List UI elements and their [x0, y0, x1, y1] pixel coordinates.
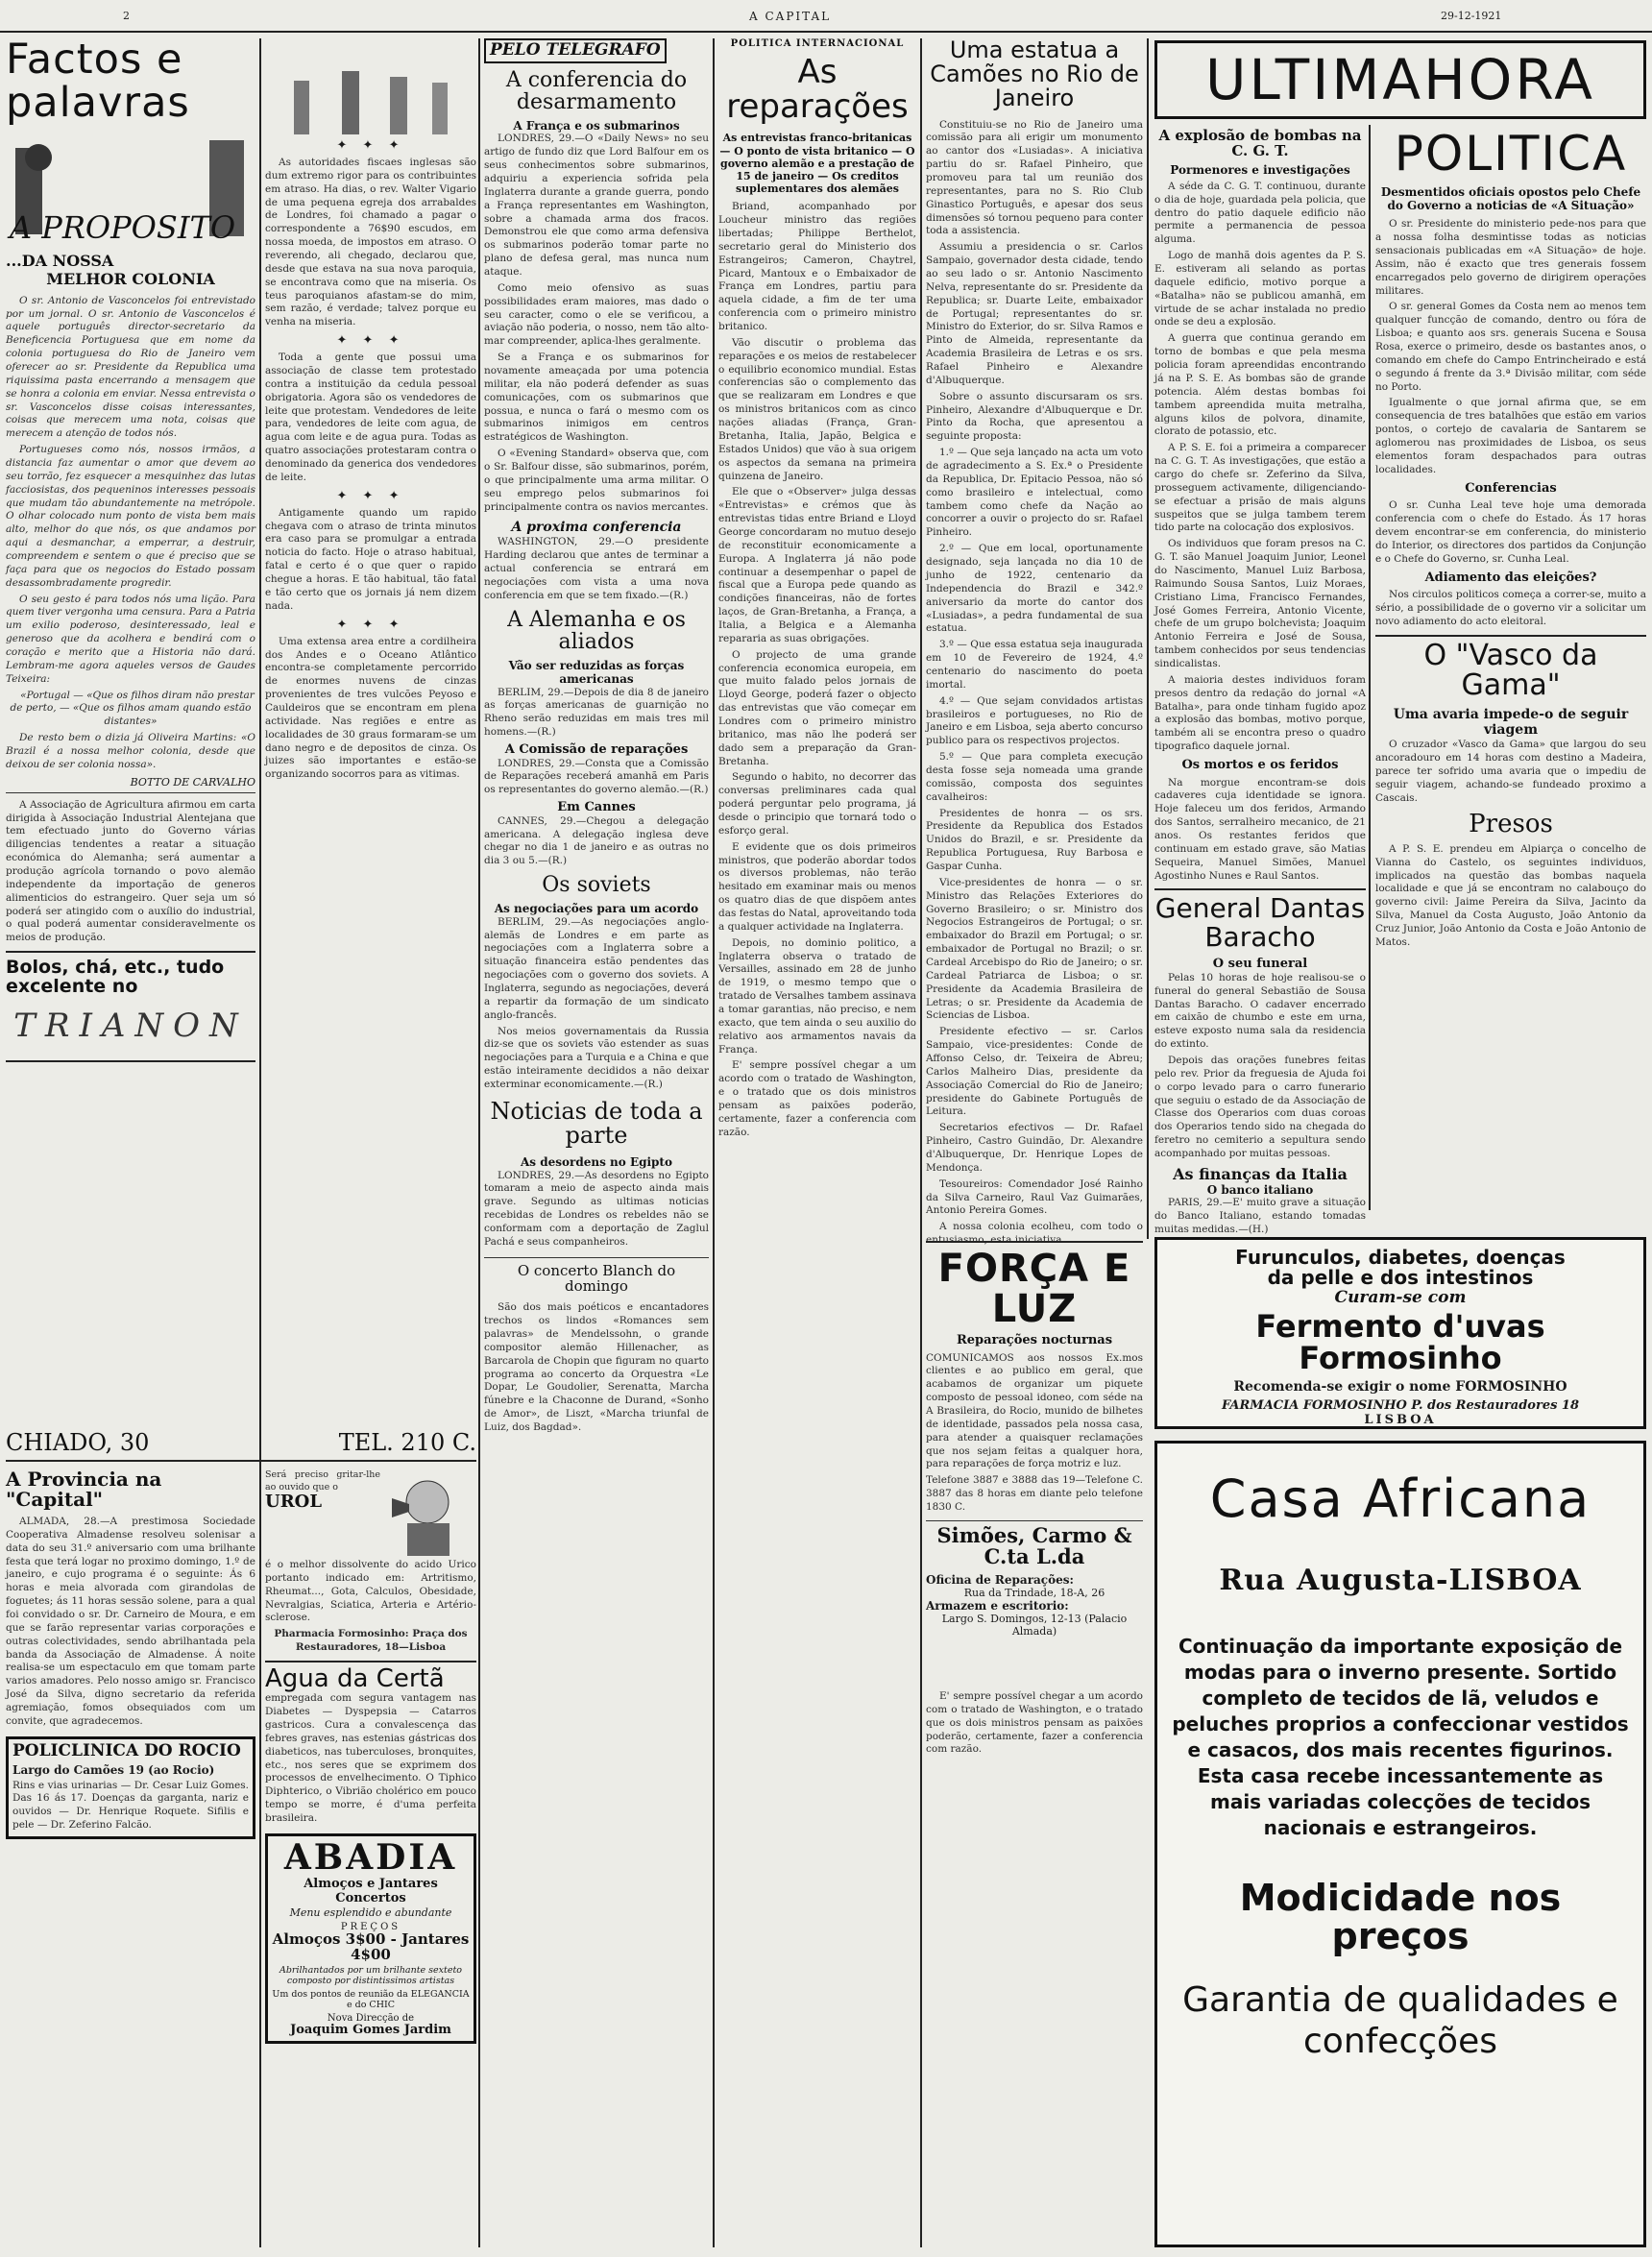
paragraph: LONDRES, 29.—O «Daily News» no seu artigo de fundo diz que Lord Balfour em os seus conhecimentos sobre submarinos, adquiriu a experiencia sofrida pela Inglaterra durante a grande guerra, pondo a França representantes em Washington, sobre a chamada arma dos fracos. Demonstrou ele que como arma defensiva os submarinos poderão tomar parte no plano de defesa geral, mas nunca num ataque.: [484, 133, 709, 279]
figures-drawing: [275, 42, 467, 134]
subhead-adiamento: Adiamento das eleições?: [1424, 570, 1597, 585]
paragraph: ALMADA, 28.—A prestimosa Sociedade Cooperativa Almadense resolveu solenisar a data do seu 31.º aniversario com uma brilhante festa que terá logar no proximo domingo, 1.º de janeiro, e cujo programa é o seguinte: Ás 6 horas e meia alvorada com girandolas de foguetes; ás 11 horas sessão solene, para a qual foi convidado o sr. Dr. Carneiro de Moura, e em que se farão representar varias corporações e outras colectividades, sendo abrilhantada pela banda da Associação de Almadense. Á noite realisa-se um espectaculo em que tomam parte varios amadores. Pelo nosso amigo sr. Francisco José da Silva, digno secretario da referida agremiação, fomos obsequiados com um convite, que agradecemos.: [6, 1516, 255, 1727]
column-rule: [713, 38, 715, 2247]
paragraph: Presidentes de honra — os srs. Presidente da Republica dos Estados Unidos do Brazil, e sr. Presidente da Republica Portuguesa, Ruy Barbosa e Gaspar Cunha.: [926, 807, 1143, 872]
provincia-headline: A Provincia na "Capital": [6, 1468, 162, 1511]
casa-africana-address: Rua Augusta-LISBOA: [1219, 1563, 1582, 1597]
paragraph: O sr. Antonio de Vasconcelos foi entrevistado por um jornal. O sr. Antonio de Vasconcelos é aquele português director-secretario da Beneficencia Portuguesa que em nome da colonia portuguesa do Rio de Janeiro vem oferecer ao sr. Presidente da Republica uma riquissima pasta encerrando a mensagem que se honra a colonia em enviar. Nessa entrevista o sr. Vasconcelos disse coisas interessantes, coisas que merecem uma nota, coisas que merecem a atenção de todos nós.: [6, 294, 255, 440]
subhead-cannes: Em Cannes: [557, 800, 636, 815]
paragraph: Pelas 10 horas de hoje realisou-se o funeral do general Sebastião de Sousa Dantas Baracho. O cadaver encerrado em caixão de chumbo e este em urna, esteve exposto numa sala da residencia do extinto.: [1154, 971, 1366, 1051]
column-rule: [1147, 38, 1149, 1239]
headline-factos: Factos e palavras: [6, 36, 190, 128]
paragraph: O sr. general Gomes da Costa nem ao menos tem qualquer funcção de comando, dentro ou fóra de Lisboa; e quanto aos srs. generais Sucena e Sousa Rosa, exerce o primeiro, desde os bastantes anos, o comando em chefe do Campo Entrincheirado e está o segundo á frente da 3.ª Divisão militar, com séde no Porto.: [1375, 301, 1646, 393]
fermento-line-2: da pelle e dos intestinos: [1267, 1266, 1534, 1289]
paragraph: A maioria destes individuos foram presos dentro da redação do jornal «A Batalha», para onde tinham fugido apoz a explosão das bombas, motivo porque, também ali se encontra preso o quadro tipografico daquele jornal.: [1154, 673, 1366, 753]
policlinica-body: Rins e vias urinarias — Dr. Cesar Luiz Gomes. Das 16 ás 17. Doenças da garganta, nariz e ouvidos — Dr. Henrique Roquete. Sifilis e pele — Dr. Zeferino Falcão.: [12, 1779, 249, 1832]
subhead-submarinos: A França e os submarinos: [513, 119, 680, 133]
page-number: 2: [123, 10, 130, 22]
headline-presos: Presos: [1469, 809, 1553, 838]
abadia-director: Joaquim Gomes Jardim: [290, 2023, 451, 2038]
ad-fermento-formosinho: [1154, 1237, 1646, 1429]
paragraph: 2.º — Que em local, oportunamente designado, seja lançada no dia 10 de junho de 1922, centenario da Independencia do Brazil e 342.º aniversario da morte do cantor dos «Lusiadas», a pedra fundamental de sua estatua.: [926, 543, 1143, 635]
fermento-line-3: Curam-se com: [1334, 1288, 1467, 1307]
casa-africana-title: Casa Africana: [1209, 1468, 1591, 1529]
section-separator: ✦ ✦ ✦: [336, 617, 405, 632]
fermento-address: FARMACIA FORMOSINHO P. dos Restauradores 18: [1221, 1398, 1580, 1414]
paragraph: WASHINGTON, 29.—O presidente Harding declarou que antes de terminar a actual conferencia se entrará em negociações com vista a uma nova conferencia em que se tem fixado.—(R.): [484, 536, 709, 601]
paragraph: O projecto de uma grande conferencia economica europeia, em que muito falado pelos jornais de Lloyd George, poderá fazer o objecto das entrevistas que vão começar em Londres com o primeiro ministro britanico, mas não lhe poderá ser dado sem a preparação da Gran-Bretanha.: [718, 648, 916, 767]
ultima-hora-title-a: ULTIMA: [1205, 46, 1424, 112]
headline-explosao: A explosão de bombas na C. G. T.: [1158, 127, 1362, 159]
section-separator: ✦ ✦ ✦: [336, 488, 405, 503]
headline-politica: POLITICA: [1394, 126, 1628, 182]
paragraph: Igualmente o que jornal afirma que, se em consequencia de tres batalhões que estão em varios pontos, o cortejo de cavalaria de Santarem se aglomerou nas proximidades de Lisboa, os seus elementos foram despachados para outras localidades.: [1375, 397, 1646, 475]
abadia-direction-label: Nova Direcção de: [327, 2013, 415, 2025]
paragraph: Vão discutir o problema das reparações e os meios de restabelecer o equilibrio economico mundial. Estas conferencias são o complemento das que se realizaram em Londres e que os ministros britanicos com as cinco nações aliadas (França, Gran-Bretanha, Italia, Japão, Belgica e Estados Unidos) que vão à sua origem os aspectos da semana na primeira quinzena de Janeiro.: [718, 336, 916, 482]
column-2: [265, 38, 476, 1421]
paragraph: BERLIM, 29.—As negociações anglo-alemãs de Londres e em parte as negociações com a Inglaterra sobre a situação financeira estão pendentes das negociações com o governo dos soviets. A Inglaterra, segundo as negociações, deverá a repartir da formação de um sindicato anglo-francês.: [484, 915, 709, 1021]
subhead-banco-italiano: O banco italiano: [1206, 1182, 1314, 1197]
paragraph: 5.º — Que para completa execução desta fosse seja nomeada uma grande comissão, composta dos seguintes cavalheiros:: [926, 751, 1143, 803]
forca-luz-phones: Telefone 3887 e 3888 das 19—Telefone C. 3887 das 8 horas em diante pelo telefone 1830 C.: [926, 1474, 1143, 1514]
forca-luz-firm: Simões, Carmo & C.ta L.da: [926, 1520, 1143, 1567]
agua-certa-title: Agua da Certã: [265, 1661, 476, 1692]
paragraph: Nos circulos politicos começa a correr-se, muito a sério, a possibilidade de o governo vir a solicitar um novo adiamento do acto eleitoral.: [1375, 589, 1646, 627]
paragraph: 1.º — Que seja lançado na acta um voto de agradecimento a S. Ex.ª o Presidente da Republica, Dr. Epitacio Pessoa, não só como brasileiro e intelectual, como tambem como chefe da Nação ao concorrer a ouvir o projecto do sr. Rafael Pinheiro.: [926, 447, 1143, 539]
subhead-avaria: Uma avaria impede-o de seguir viagem: [1393, 706, 1629, 739]
paragraph: A Associação de Agricultura afirmou em carta dirigida à Associação Industrial Alentejana que tem efectuado junto do Governo várias diligencias tendentes a reatar a situação económica do Alemanha; será aumentar a produção agrícola tornando o povo alemão independente da importação de generos alimenticios do estrangeiro. Quer seja um só poderá ser atingido com o auxílio do industrial, o qual poderá aumentar consideravelmente os meios de produção.: [6, 798, 255, 944]
paragraph: O «Evening Standard» observa que, com o Sr. Balfour disse, são submarinos, porém, o que principalmente uma arma militar. O seu emprego pelos submarinos foi principalmente contra os navios mercantes.: [484, 448, 709, 513]
paragraph: LONDRES, 29.—As desordens no Egipto tomaram a meio de aspecto ainda mais grave. Segundo as ultimas noticias recebidas de Londres os rebeldes não se conformam com a deportação de Zaglul Pachá e seus companheiros.: [484, 1169, 709, 1248]
subhead-egipto: As desordens no Egipto: [521, 1155, 672, 1170]
paragraph: A P. S. E. prendeu em Alpiarça o concelho de Vianna do Castelo, os seguintes individuos, implicados na questão das bombas naquela localidade e que já se encontram no calabouço do governo civil: Jaime Pereira da Silva, Jacinto da Silva, Manuel da Costa Augusto, João Antonio da Cruz Junior, João Antonio da Costa e João Antonio de Matos.: [1375, 842, 1646, 948]
urol-pharmacy: Pharmacia Formosinho: Praça dos Restauradores, 18—Lisboa: [274, 1628, 468, 1654]
ad-trianon: [6, 951, 255, 1062]
paragraph: Logo de manhã dois agentes da P. S. E. estiveram ali selando as portas daquele edificio, motivo porque a «Batalha» não se publicou amanhã, em virtude de se achar instalada no predio onde se deu a explosão.: [1154, 250, 1366, 328]
casa-africana-quality: Garantia de qualidades e confecções: [1182, 1979, 1618, 2062]
headline-estatua-camoes: Uma estatua a Camões no Rio de Janeiro: [930, 36, 1139, 112]
paragraph: 3.º — Que essa estatua seja inaugurada em 10 de Fevereiro de 1924, 4.º centenario do nascimento do poeta imortal.: [926, 639, 1143, 691]
forca-luz-title: FORÇA E LUZ: [937, 1247, 1131, 1331]
paragraph: BERLIM, 29.—Depois de dia 8 de janeiro as forças americanas de guarnição no Rheno serão reduzidas em mais tres mil homens.—(R.): [484, 686, 709, 739]
paragraph: Como meio ofensivo as suas possibilidades eram maiores, mas dado o seu caracter, como o ele se verificou, a aviação não poderia, o nosso, nem tão alto-mar compreender, aplica-lhes geralmente.: [484, 281, 709, 348]
section-separator: ✦ ✦ ✦: [336, 333, 405, 349]
headline-desarmamento: A conferencia do desarmamento: [505, 67, 688, 114]
paragraph: O sr. Cunha Leal teve hoje uma demorada conferencia com o chefe do Estado. Ás 17 horas devem encontrar-se em conferencia, do ministerio do Interior, os directores dos partidos da Conjunção e o Chefe do Governo, sr. Cunha Leal.: [1375, 499, 1646, 565]
abadia-menu: Menu esplendido e abundante: [289, 1905, 452, 1919]
headline-alemanha: A Alemanha e os aliados: [507, 607, 686, 654]
trianon-phone: TEL. 210 C.: [338, 1429, 476, 1456]
paragraph: O cruzador «Vasco da Gama» que largou do seu ancoradouro em 14 horas com destino a Madeira, parece ter sofrido uma avaria que o impediu de seguir viagem, achando-se fundeado proximo a Cascais.: [1375, 739, 1646, 804]
ad-forca-e-luz: [926, 1241, 1143, 1683]
politica-internacional-kicker: POLITICA INTERNACIONAL: [730, 38, 905, 49]
paragraph: A séde da C. G. T. continuou, durante o dia de hoje, guardada pela policia, que dentro do patio daquele edificio não permite a permanencia de pessoa alguma.: [1154, 180, 1366, 246]
forca-luz-body: COMUNICAMOS aos nossos Ex.mos clientes e ao publico em geral, que acabamos de organizar um piquete composto de pessoal idoneo, com séde na A Brasileira, do Rocio, munido de bilhetes de identidade, passados pela nossa casa, para atender a quaisquer reclamações que nos sejam feitas a qualquer hora, para reparações de força motriz e luz.: [926, 1351, 1143, 1470]
newspaper-title: A CAPITAL: [749, 10, 832, 23]
issue-date: 29-12-1921: [1441, 10, 1502, 22]
headline-vasco-da-gama: O "Vasco da Gama": [1375, 635, 1646, 701]
fermento-city: LISBOA: [1364, 1413, 1437, 1428]
column-6: [1154, 127, 1366, 1235]
ad-casa-africana: [1154, 1441, 1646, 2247]
column-4: [718, 38, 916, 2247]
subtitle-da-nossa: ...DA NOSSA: [6, 252, 114, 271]
headline-concerto: O concerto Blanch do domingo: [484, 1257, 709, 1295]
paragraph: Tesoureiros: Comendador José Rainho da Silva Carneiro, Raul Vaz Guimarães, Antonio Pereira Gomes.: [926, 1177, 1143, 1217]
abadia-prices-label: PREÇOS: [340, 1921, 401, 1932]
urol-name: UROL: [265, 1492, 322, 1513]
paragraph: De resto bem o dizia já Oliveira Martins: «O Brazil é a nossa melhor colonia, desde que deixou de ser colonia nossa».: [6, 732, 255, 770]
paragraph: As autoridades fiscaes inglesas são dum extremo rigor para os contribuintes em atraso. Ha dias, o rev. Walter Vigario de uma pequena egreja dos arrabaldes de Londres, foi chamado a pagar o correspondente a 76$90 escudos, em nossa moeda, de impostos em atraso. O reverendo, ali chegado, declarou que, desde que estava na sua nova paroquia, se encontrava como que na miseria. Os teus paroquianos afastam-se do mim, sem razão, é verdade; talvez porque eu venha na miseria.: [265, 157, 476, 328]
paragraph: Constituiu-se no Rio de Janeiro uma comissão para ali erigir um monumento ao cantor dos «Lusiadas». A iniciativa partiu do sr. Rafael Pinheiro, que promoveu para tal um reunião dos representantes, para no S. Rio Club Ginastico Português, e apesar dos seus dimensões só tornou pequeno para conter toda a assistencia.: [926, 118, 1143, 237]
a-proposito-drawing: [6, 131, 255, 246]
casa-africana-prices: Modicidade nos preços: [1239, 1877, 1562, 1958]
paragraph: E' sempre possível chegar a um acordo com o tratado de Washington, e o tratado que os dois ministros pensam as paixões poderão, certamente, fazer a conferencia com razão.: [926, 1690, 1143, 1756]
fermento-line-1: Furunculos, diabetes, doenças: [1235, 1246, 1566, 1269]
paragraph: Os individuos que foram presos na C. G. T. são Manuel Joaquim Junior, Leonel do Nascimento, Manuel Luiz Barbosa, Raimundo Sousa Santos, Luiz Moraes, Cristiano Lima, Francisco Fernandes, José Gomes Ferreira, Antonio Vicente, chefe de um grupo bolchevista; Joaquim Antonio Ferreira e José de Sousa, tambem conhecidos por seus tendencias sindicalistas.: [1154, 538, 1366, 669]
paragraph: São dos mais poéticos e encantadores trechos os lindos «Romances sem palavras» de Mendelssohn, o grande compositor alemão Hillenacher, as Barcarola de Chopin que figuram no quarto programa ao concerto da Orquestra «Le Dopar, Le Goudolier, Serenatta, Marcha fúnebre e la Chaconne de Durand, «Sonho de Amor», de Liszt, «Marcha triunfal de Luiz, dos Bagdad».: [484, 1301, 709, 1433]
paragraph: 4.º — Que sejam convidados artistas brasileiros e portugueses, no Rio de Janeiro e em Lisboa, seja aberto concurso publico para os respectivos projectos.: [926, 694, 1143, 747]
verse: «Portugal — «Que os filhos diram não prestar de perto, — «Que os filhos amam quando estão distantes»: [10, 689, 255, 728]
forca-luz-store-addr: Largo S. Domingos, 12-13 (Palacio Almada): [941, 1613, 1128, 1638]
headline-financas-italia: As finanças da Italia: [1173, 1164, 1348, 1183]
svg-text:A PROPOSITO: A PROPOSITO: [10, 209, 236, 247]
urol-kicker: Será preciso gritar-lhe ao ouvido que o: [265, 1469, 380, 1493]
subhead-acordo: As negociações para um acordo: [494, 902, 699, 916]
abadia-note: Abrilhantados por um brilhante sexteto composto por distintissimos artistas: [279, 1965, 463, 1987]
abadia-address: Um dos pontos de reunião da ELEGANCIA e do CHIC: [272, 1989, 470, 2011]
trianon-address-bar: [6, 1429, 476, 1462]
paragraph: Antigamente quando um rapido chegava com o atraso de trinta minutos era caso para se promulgar a entrada noticia do facto. Hoje o atraso habitual, fatal e certo é o que quer o rapido chegue a horas. E tão habitual, tão fatal e tão certo que os jornais já nem dizem nada.: [265, 506, 476, 612]
subhead-comissao-reparacoes: A Comissão de reparações: [504, 741, 689, 757]
urol-body: é o melhor dissolvente do acido Urico portanto indicado em: Artritismo, Rheumat..., Gota, Calculos, Obesidade, Nevralgias, Sciatica, Arteria e Artério-sclerose.: [265, 1559, 476, 1624]
subhead-forcas-americanas: Vão ser reduzidas as forças americanas: [508, 658, 685, 687]
paragraph: Depois das orações funebres feitas pelo rev. Prior da freguesia de Ajuda foi o corpo levado para o carro funerario que seguiu o estado de da Associação de Classe dos Operarios com duas coroas dos Operarios tendo sido na chegada do feretro no cemiterio a sepultura sendo acompanhado por muitas pessoas.: [1154, 1054, 1366, 1159]
column-5-lower: [926, 1690, 1143, 2247]
ad-policlinica: [6, 1736, 255, 1839]
subhead-proxima-conferencia: A proxima conferencia: [511, 520, 682, 536]
column-3: [484, 38, 709, 2247]
paragraph: A guerra que continua gerando em torno de bombas e que pela mesma policia foram apreendidas encontrando já na P. S. E. As bombas são de grande potencia. Além destas bombas foi tambem apreendida muita metralha, alguns kilos de polvora, dinamite, clorato de potassio, etc.: [1154, 332, 1366, 438]
paragraph: LONDRES, 29.—Consta que a Comissão de Reparações receberá amanhã em Paris os representantes do governo alemão.—(R.): [484, 757, 709, 796]
paragraph: Portugueses como nós, nossos irmãos, a distancia faz aumentar o amor que devem ao seu torrão, fez esquecer a mesquinhez das lutas facciosistas, dos pequeninos interesses pessoais que mudam tão abundantemente na metrópole. O olhar colocado num ponto de vista bem mais alto, melhor do que nós, os que andamos por aqui a desmanchar, a emperrar, a destruir, compreendem e sentem o que é preciso que se faça para que os negocios do Estado possam desassombradamente progredir.: [6, 444, 255, 589]
masthead: [0, 0, 1652, 33]
paragraph: CANNES, 29.—Chegou a delegação americana. A delegação inglesa deve chegar no dia 1 de janeiro e as outras no dia 3 ou 5.—(R.): [484, 814, 709, 867]
paragraph: E evidente que os dois primeiros ministros, que poderão abordar todos os diversos problemas, não terão hesitado em examinar mais ou menos os quatro dias de que dispõem antes das festas do Natal, aproveitando toda a qualquer actividade na Inglaterra.: [718, 840, 916, 933]
headline-noticias: Noticias de toda a parte: [490, 1097, 703, 1150]
paragraph: O seu gesto é para todos nós uma lição. Para quem tiver vergonha uma censura. Para a Patria um exilio poderoso, desinteressado, leal e generoso que da acolhera e bendirá com o coração e merito que a Historia não dará. Lembram-me agora aqueles versos de Gaudes Teixeira:: [6, 593, 255, 685]
illustration-panel: [265, 38, 476, 134]
man-with-ear-trumpet-icon: [384, 1469, 471, 1556]
abadia-prices: Almoços 3$00 - Jantares 4$00: [272, 1929, 470, 1963]
column-rule: [920, 38, 922, 2247]
trianon-tagline: Bolos, chá, etc., tudo excelente no: [6, 957, 225, 998]
forca-luz-subtitle: Reparações nocturnas: [956, 1333, 1113, 1347]
headline-soviets: Os soviets: [542, 873, 651, 898]
paragraph: PARIS, 29.—E' muito grave a situação do Banco Italiano, estando tomadas muitas medidas.—(H.): [1154, 1197, 1366, 1235]
paragraph: Assumiu a presidencia o sr. Carlos Sampaio, governador desta cidade, tendo ao seu lado o sr. Antonio Nascimento Nelva, representante do sr. Presidente da Republica; sr. Duarte Leite, embaixador de Portugal; representantes do sr. Ministro do Exterior, do sr. Silva Ramos e Pinto de Almeida, representante da Academia Brasileira de Letras e os srs. Rafael Pinheiro e Alexandre d'Albuquerque.: [926, 241, 1143, 386]
paragraph: Nos meios governamentais da Russia diz-se que os soviets vão estender as suas negociações para a Turquia e a China e que estão inteiramente decididos a não deixar exterminar economicamente.—(R.): [484, 1025, 709, 1090]
column-7: [1375, 126, 1646, 1214]
subhead-mortos-feridos: Os mortos e os feridos: [1181, 757, 1339, 772]
ad-urol: [265, 1469, 476, 1556]
column-1-lower: [6, 1469, 255, 2247]
column-5: [926, 38, 1143, 1268]
trianon-logo: TRIANON: [13, 1007, 248, 1046]
subhead-conferencias: Conferencias: [1465, 480, 1557, 496]
subhead-funeral: O seu funeral: [1212, 957, 1308, 972]
fermento-note: Recomenda-se exigir o nome FORMOSINHO: [1233, 1379, 1567, 1395]
ultima-hora-banner: [1154, 40, 1646, 119]
subtitle-melhor-colonia: MELHOR COLONIA: [46, 270, 215, 289]
paragraph: Na morgue encontram-se dois cadaveres cuja identidade se ignora. Hoje faleceu um dos feridos, Armando dos Santos, serralheiro mecanico, de 21 anos. Os restantes feridos que continuam em estado grave, são Matias Sequeira, Manuel Simões, Manuel Agostinho Nunes e Raul Santos.: [1154, 776, 1366, 882]
paragraph: A P. S. E. foi a primeira a comparecer na C. G. T. As investigações, que estão a cargo do chefe sr. Zeferino da Silva, prosseguem activamente, diligenciando-se efectuar a prisão de mais alguns suspeitos que se julga tambem terem tido parte na colocação dos explosivos.: [1154, 442, 1366, 534]
paragraph: A nossa colonia ecolheu, com todo o entusiasmo, esta iniciativa.: [926, 1221, 1143, 1247]
headline-dantas-baracho: General Dantas Baracho: [1154, 888, 1366, 951]
subhead-desmentidos: Desmentidos oficiais opostos pelo Chefe do Governo a noticias de «A Situação»: [1380, 184, 1641, 212]
illustration-a-proposito: [6, 131, 255, 246]
paragraph: Depois, no dominio politico, a Inglaterra observa o tratado de Versailles, assinado em 28 de junho de 1919, o mesmo tempo que o tratado de Versalhes tambem assinava a tomar garantias, não preciso, e nem exacto, que tem ainda o seu auxilio do relativo aos armamentos navais da França.: [718, 936, 916, 1056]
paragraph: Ele que o «Observer» julga dessas «Entrevistas» e crémos que às entrevistas tidas entre Briand e Lloyd George concordaram no mutuo desejo de reconstituir economicamente a Europa. A Inglaterra já não pode continuar a desempenhar o papel de fiscal que a Europa pede quando as condições financeiras, não de fortes laços, de Gran-Bretanha, a França, a Italia, a Belgica e a Alemanha repararia as suas obrigações.: [718, 486, 916, 644]
policlinica-address: Largo do Camões 19 (ao Rocio): [12, 1762, 215, 1777]
subhead-pormenores: Pormenores e investigações: [1170, 162, 1350, 177]
paragraph: O sr. Presidente do ministerio pede-nos para que a nossa folha desmintisse todas as noticias sensacionais publicadas em «A Situação» de hoje. Assim, não é exacto que tres generais fossem encarregados pelo governo de dirigirem operações militares.: [1375, 218, 1646, 297]
paragraph: Presidente efectivo — sr. Carlos Sampaio, vice-presidentes: Conde de Affonso Celso, dr. Teixeira de Abreu; Carlos Malheiro Dias, presidente da Associação Comercial do Rio de Janeiro; presidente do Gabinete Português de Leitura.: [926, 1026, 1143, 1118]
headline-reparacoes: As reparações: [726, 53, 909, 126]
paragraph: Briand, acompanhado por Loucheur ministro das regiões libertadas; Philippe Berthelot, secretario geral do Ministerio dos Estrangeiros; Cameron, Chaytrel, Picard, Mantoux e o Embaixador de França em Londres, partiu para aquela cidade, a fim de ter uma conferencia com o primeiro ministro britanico.: [718, 201, 916, 333]
casa-africana-body: Continuação da importante exposição de modas para o inverno presente. Sortido completo de tecidos de lã, veludos e peluches proprios a confeccionar vestidos e casacos, dos mais recentes figurinos. Esta casa recebe incessantemente as mais variadas colecções de tecidos nacionais e estrangeiros.: [1172, 1635, 1629, 1840]
forca-luz-store-label: Armazem e escritorio:: [926, 1599, 1069, 1613]
paragraph: Toda a gente que possui uma associação de classe tem protestado contra a instituição da cedula pessoal obrigatoria. Agora são os vendedores de leite que protestam. Vendedores de leite para, vendedores de leite com agua, de agua com leite e de agua pura. Todas as quatro associações protestaram contra o denominado da generica dos vendedores de leite.: [265, 352, 476, 483]
ultima-hora-title-b: HORA: [1423, 46, 1595, 112]
trianon-address: CHIADO, 30: [6, 1429, 150, 1456]
fermento-name: Fermento d'uvas Formosinho: [1255, 1307, 1545, 1377]
abadia-title: ABADIA: [283, 1836, 458, 1878]
paragraph: Uma extensa area entre a cordilheira dos Andes e o Oceano Atlântico encontra-se completamente percorrido de enormes nuvens de cinzas provenientes de tres vulcões Peyoso e Cauldeiros que se encontram em plena actividade. Nas regiões e entre as localidades de 30 graus formaram-se um dano negro e de depositos de cinza. Os juizes são importantes e estão-se organizando socorros para as vitimas.: [265, 635, 476, 781]
agua-certa-body: empregada com segura vantagem nas Diabetes — Dyspepsia — Catarros gastricos. Cura a convalescença das febres graves, nas estenias gástricas dos diabeticos, nas tuberculoses, bronquites, etc., nos seres que se exprimem dos processos de envelhecimento. O Tiphico Diphterico, o Vibrião cholérico em pouco tempo se morre, é d'uma perfeita brasileira.: [265, 1692, 476, 1825]
ad-abadia: [265, 1833, 476, 2044]
subhead-reparacoes: As entrevistas franco-britanicas — O ponto de vista britanico — O governo alemão e a prestação de 15 de janeiro — Os creditos suplementares dos alemães: [719, 132, 915, 196]
column-rule: [1369, 125, 1371, 1210]
paragraph: Se a França e os submarinos for novamente ameaçada por uma potencia militar, ela não poderá defender as suas comunicações, com os submarinos que possua, e nunca o fará o mesmo com os submarinos inimigos em centros estratégicos de Washington.: [484, 352, 709, 444]
forca-luz-office-addr: Rua da Trindade, 18-A, 26: [963, 1587, 1105, 1599]
paragraph: Vice-presidentes de honra — o sr. Ministro das Relações Exteriores do Governo Brasileiro; o sr. Ministro dos Negocios Estrangeiros de Portugal; o sr. embaixador do Brazil em Portugal; o sr. embaixador de Portugal no Brazil; o sr. Cardeal Arcebispo do Rio de Janeiro; o sr. Cardeal Patriarca de Lisboa; o sr. Presidente da Academia Brasileira de Letras; o sr. Presidente da Academia de Sciencias de Lisboa.: [926, 876, 1143, 1022]
policlinica-title: POLICLINICA DO ROCIO: [12, 1740, 241, 1760]
section-separator: ✦ ✦ ✦: [336, 138, 405, 153]
paragraph: Segundo o habito, no decorrer das conversas preliminares cada qual poderá perguntar pelo programa, já desde o principio que tornará todo o esforço geral.: [718, 771, 916, 837]
article-signature: BOTTO DE CARVALHO: [130, 775, 255, 789]
telegrafo-kicker: PELO TELEGRAFO: [484, 38, 667, 63]
column-rule: [259, 38, 261, 2247]
column-2-lower: [265, 1469, 476, 2247]
paragraph: Sobre o assunto discursaram os srs. Pinheiro, Alexandre d'Albuquerque e Dr. Pinto da Rocha, que apresentou a seguinte proposta:: [926, 390, 1143, 443]
paragraph: E' sempre possível chegar a um acordo com o tratado de Washington, e o tratado que os dois ministros pensam as paixões poderão, certamente, fazer a conferencia com razão.: [718, 1059, 916, 1138]
abadia-sub: Almoços e Jantares Concertos: [304, 1876, 438, 1906]
forca-luz-office-label: Oficina de Reparações:: [926, 1573, 1074, 1587]
column-rule: [478, 38, 480, 2247]
paragraph: Secretarios efectivos — Dr. Rafael Pinheiro, Castro Guindão, Dr. Alexandre d'Albuquerque, Dr. Henrique Lopes de Mendonça.: [926, 1122, 1143, 1174]
